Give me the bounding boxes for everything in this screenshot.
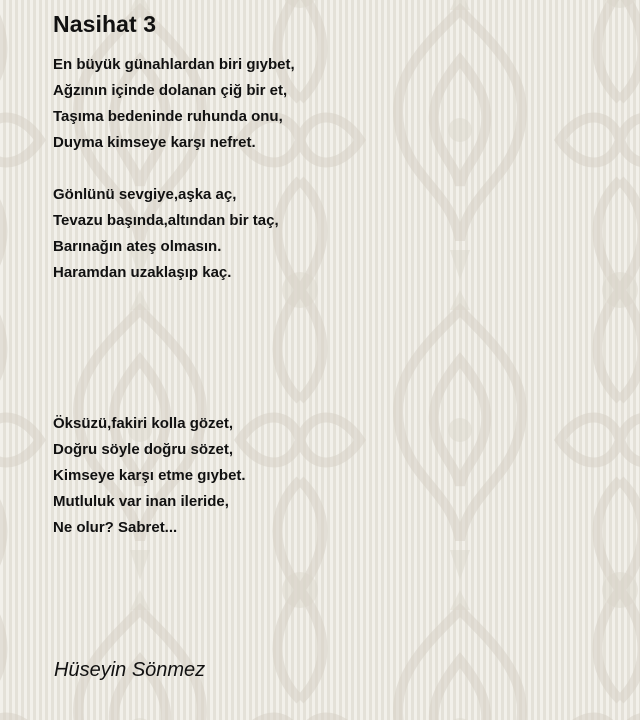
poem-line: Haramdan uzaklaşıp kaç. [53,264,232,281]
poem-line: Duyma kimseye karşı nefret. [53,134,256,151]
poem-line: Tevazu başında,altından bir taç, [53,212,279,229]
poem-line: Mutluluk var inan ileride, [53,493,229,510]
poem-author: Hüseyin Sönmez [54,659,206,681]
stanza-3 [53,411,246,541]
poem-line: Ne olur? Sabret... [53,519,178,536]
stanza-2 [53,182,279,286]
poem-line: Barınağın ateş olmasın. [53,238,222,255]
poem-line: Doğru söyle doğru sözet, [53,441,234,458]
poem-line: En büyük günahlardan biri gıybet, [53,56,295,73]
stanza-1 [53,52,295,156]
poem-title: Nasihat 3 [53,11,157,37]
poem-line: Öksüzü,fakiri kolla gözet, [53,415,234,432]
poem-line: Kimseye karşı etme gıybet. [53,467,246,484]
poem-line: Gönlünü sevgiye,aşka aç, [53,186,237,203]
poem-line: Taşıma bedeninde ruhunda onu, [53,108,283,125]
poem-line: Ağzının içinde dolanan çiğ bir et, [53,82,288,99]
